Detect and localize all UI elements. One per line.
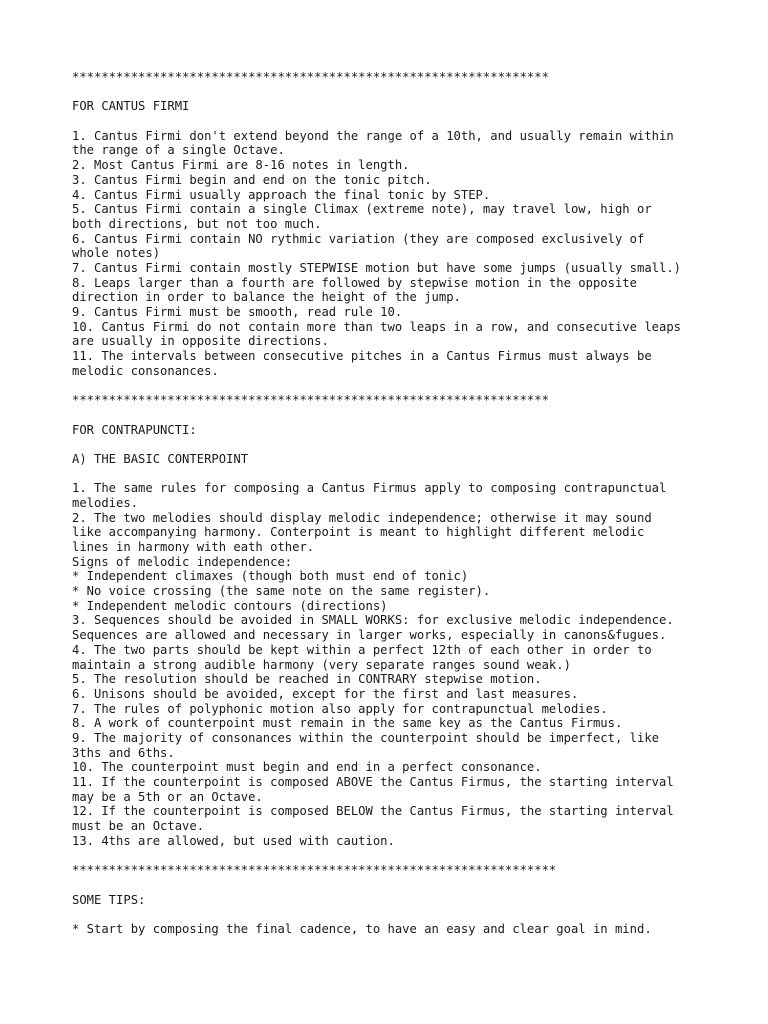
text-line: Signs of melodic independence: [72, 554, 293, 569]
blank-line [72, 437, 752, 452]
text-line: melodies. [72, 495, 139, 510]
text-line: 4. Cantus Firmi usually approach the final tonic by STEP. [72, 187, 491, 202]
text-line: 10. The counterpoint must begin and end in a perfect consonance. [72, 760, 542, 775]
text-line: 9. The majority of consonances within the counterpoint should be imperfect, like [72, 730, 659, 745]
blank-line [72, 378, 752, 393]
text-line: 13. 4ths are allowed, but used with caution. [72, 833, 395, 848]
text-line: must be an Octave. [72, 819, 205, 834]
text-line: whole notes) [72, 246, 161, 261]
text-line: 9. Cantus Firmi must be smooth, read rule 10. [72, 305, 403, 319]
blank-line [72, 467, 752, 482]
text-line: 3ths and 6ths. [72, 745, 175, 760]
text-line: 10. Cantus Firmi do not contain more than two leaps in a row, and consecutive leaps [72, 319, 682, 334]
text-line: 3. Cantus Firmi begin and end on the tonic pitch. [72, 172, 432, 187]
text-line: * Independent melodic contours (directions) [72, 598, 388, 613]
text-line: 8. Leaps larger than a fourth are followed by stepwise motion in the opposite [72, 275, 637, 290]
blank-line [72, 907, 752, 922]
text-line: are usually in opposite directions. [72, 334, 329, 349]
text-line: like accompanying harmony. Conterpoint is meant to highlight different melodic [72, 525, 645, 540]
text-line: 6. Unisons should be avoided, except for the first and last measures. [72, 686, 579, 701]
text-line: 7. Cantus Firmi contain mostly STEPWISE motion but have some jumps (usually small.) [72, 260, 682, 275]
text-line: lines in harmony with eath other. [72, 540, 315, 554]
text-line: 5. The resolution should be reached in CONTRARY stepwise motion. [72, 672, 542, 687]
text-line: * Independent climaxes (though both must end of tonic) [72, 569, 469, 584]
text-line: 1. Cantus Firmi don't extend beyond the range of a 10th, and usually remain within [72, 128, 674, 143]
text-line: 8. A work of counterpoint must remain in the same key as the Cantus Firmus. [72, 716, 623, 731]
section-heading: SOME TIPS: [72, 892, 146, 907]
blank-line [72, 114, 752, 129]
text-line: 4. The two parts should be kept within a perfect 12th of each other in order to [72, 642, 652, 657]
text-line: 5. Cantus Firmi contain a single Climax (extreme note), may travel low, high or [72, 202, 652, 217]
separator-line: ***************************************************************** [72, 70, 549, 84]
text-line: 3. Sequences should be avoided in SMALL WORKS: for exclusive melodic independence. [72, 613, 674, 628]
text-line: 11. The intervals between consecutive pitches in a Cantus Firmus must always be [72, 349, 652, 364]
text-line: melodic consonances. [72, 363, 219, 378]
text-line: 2. The two melodies should display melodic independence; otherwise it may sound [72, 510, 652, 525]
text-line: 11. If the counterpoint is composed ABOVE the Cantus Firmus, the starting interval [72, 775, 674, 789]
section-heading: FOR CANTUS FIRMI [72, 99, 190, 114]
document-text [72, 70, 752, 937]
text-line: the range of a single Octave. [72, 143, 285, 158]
text-line: direction in order to balance the height of the jump. [72, 290, 461, 305]
section-heading: A) THE BASIC CONTERPOINT [72, 451, 249, 466]
blank-line [72, 848, 752, 863]
text-line: may be a 5th or an Octave. [72, 789, 263, 804]
text-line: 12. If the counterpoint is composed BELOW the Cantus Firmus, the starting interval [72, 804, 674, 819]
text-line: maintain a strong audible harmony (very separate ranges sound weak.) [72, 657, 571, 672]
blank-line [72, 408, 752, 423]
blank-line [72, 878, 752, 893]
text-line: 6. Cantus Firmi contain NO rythmic variation (they are composed exclusively of [72, 231, 645, 246]
text-line: * Start by composing the final cadence, to have an easy and clear goal in mind. [72, 921, 652, 936]
text-line: Sequences are allowed and necessary in larger works, especially in canons&fugues. [72, 628, 667, 643]
text-line: both directions, but not too much. [72, 216, 322, 231]
text-line: 7. The rules of polyphonic motion also apply for contrapunctual melodies. [72, 701, 608, 716]
blank-line [72, 85, 752, 100]
separator-line: ***************************************************************** [72, 393, 549, 408]
text-line: 2. Most Cantus Firmi are 8-16 notes in length. [72, 158, 410, 173]
section-heading: FOR CONTRAPUNCTI: [72, 422, 197, 437]
text-line: * No voice crossing (the same note on the same register). [72, 584, 491, 599]
text-line: 1. The same rules for composing a Cantus Firmus apply to composing contrapunctual [72, 481, 667, 496]
separator-line: ****************************************************************** [72, 863, 557, 878]
